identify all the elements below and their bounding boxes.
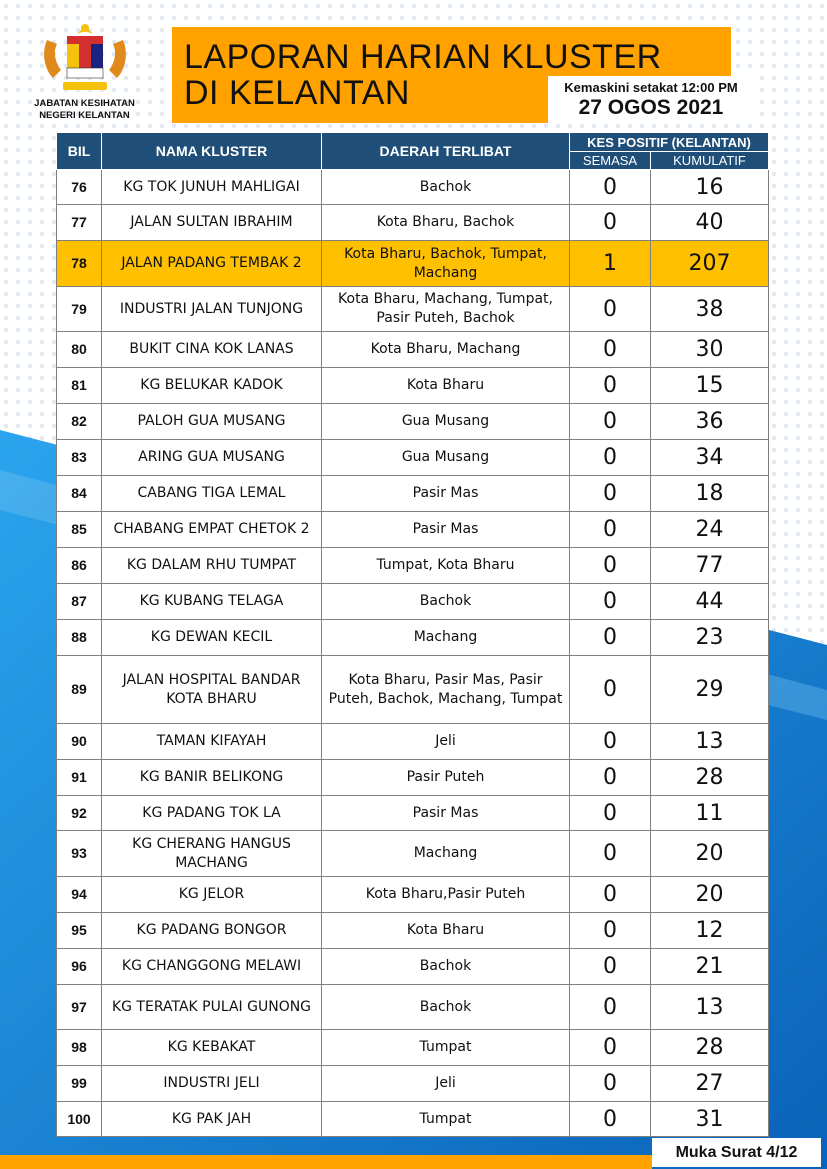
cell-bil: 78 xyxy=(57,241,102,287)
table-row xyxy=(57,724,769,760)
table-row xyxy=(57,205,769,241)
cell-kumulatif: 36 xyxy=(651,404,769,440)
cell-nama-kluster: KG PAK JAH xyxy=(102,1102,322,1137)
table-row xyxy=(57,796,769,831)
cell-bil: 76 xyxy=(57,170,102,205)
table-row xyxy=(57,476,769,512)
col-header-bil: BIL xyxy=(57,133,102,170)
cell-kumulatif: 34 xyxy=(651,440,769,476)
cell-semasa: 0 xyxy=(570,1066,651,1102)
cell-bil: 87 xyxy=(57,584,102,620)
table-row xyxy=(57,368,769,404)
col-header-kumulatif: KUMULATIF xyxy=(651,152,769,170)
table-row xyxy=(57,985,769,1030)
cell-daerah: Tumpat xyxy=(322,1030,570,1066)
cell-daerah: Kota Bharu xyxy=(322,913,570,949)
cell-nama-kluster: KG TERATAK PULAI GUNONG xyxy=(102,985,322,1030)
cell-nama-kluster: KG BELUKAR KADOK xyxy=(102,368,322,404)
cell-semasa: 0 xyxy=(570,1102,651,1137)
table-row xyxy=(57,831,769,877)
table-row xyxy=(57,1030,769,1066)
cell-semasa: 0 xyxy=(570,404,651,440)
table-row xyxy=(57,241,769,287)
cell-nama-kluster: KG KUBANG TELAGA xyxy=(102,584,322,620)
cell-kumulatif: 77 xyxy=(651,548,769,584)
cell-daerah: Bachok xyxy=(322,985,570,1030)
title-line-1: LAPORAN HARIAN KLUSTER xyxy=(184,38,662,76)
cell-bil: 85 xyxy=(57,512,102,548)
cell-daerah: Bachok xyxy=(322,949,570,985)
cell-kumulatif: 44 xyxy=(651,584,769,620)
cell-nama-kluster: KG DEWAN KECIL xyxy=(102,620,322,656)
table-row xyxy=(57,584,769,620)
col-header-kes-positif: KES POSITIF (KELANTAN) xyxy=(570,133,769,152)
table-row xyxy=(57,512,769,548)
cell-nama-kluster: KG TOK JUNUH MAHLIGAI xyxy=(102,170,322,205)
cluster-table xyxy=(56,132,769,1137)
cell-bil: 80 xyxy=(57,332,102,368)
cell-daerah: Kota Bharu, Machang xyxy=(322,332,570,368)
cell-semasa: 0 xyxy=(570,170,651,205)
cell-daerah: Kota Bharu, Pasir Mas, Pasir Puteh, Bachok, Machang, Tumpat xyxy=(322,656,570,724)
cell-nama-kluster: KG JELOR xyxy=(102,877,322,913)
cell-kumulatif: 40 xyxy=(651,205,769,241)
cell-kumulatif: 28 xyxy=(651,760,769,796)
cell-semasa: 0 xyxy=(570,913,651,949)
cell-daerah: Tumpat xyxy=(322,1102,570,1137)
table-row xyxy=(57,404,769,440)
cell-nama-kluster: KG KEBAKAT xyxy=(102,1030,322,1066)
cell-semasa: 0 xyxy=(570,760,651,796)
cell-bil: 86 xyxy=(57,548,102,584)
cell-semasa: 0 xyxy=(570,476,651,512)
col-header-daerah: DAERAH TERLIBAT xyxy=(322,133,570,170)
cell-kumulatif: 20 xyxy=(651,831,769,877)
table-row xyxy=(57,170,769,205)
cell-kumulatif: 11 xyxy=(651,796,769,831)
cell-bil: 81 xyxy=(57,368,102,404)
cell-kumulatif: 24 xyxy=(651,512,769,548)
cell-bil: 100 xyxy=(57,1102,102,1137)
coat-of-arms-logo xyxy=(22,20,147,130)
col-header-semasa: SEMASA xyxy=(570,152,651,170)
table-row xyxy=(57,548,769,584)
cell-bil: 84 xyxy=(57,476,102,512)
cell-bil: 89 xyxy=(57,656,102,724)
coat-of-arms-icon xyxy=(37,20,133,96)
cell-daerah: Pasir Mas xyxy=(322,476,570,512)
cell-daerah: Jeli xyxy=(322,724,570,760)
cell-daerah: Kota Bharu, Machang, Tumpat, Pasir Puteh, Bachok xyxy=(322,287,570,332)
cell-bil: 94 xyxy=(57,877,102,913)
cell-kumulatif: 18 xyxy=(651,476,769,512)
cell-semasa: 0 xyxy=(570,656,651,724)
cell-nama-kluster: JALAN HOSPITAL BANDAR KOTA BHARU xyxy=(102,656,322,724)
table-row xyxy=(57,332,769,368)
cell-daerah: Kota Bharu, Bachok xyxy=(322,205,570,241)
cell-daerah: Machang xyxy=(322,831,570,877)
cell-daerah: Gua Musang xyxy=(322,404,570,440)
cell-semasa: 0 xyxy=(570,368,651,404)
cell-daerah: Kota Bharu xyxy=(322,368,570,404)
cell-kumulatif: 31 xyxy=(651,1102,769,1137)
table-row xyxy=(57,656,769,724)
cell-kumulatif: 13 xyxy=(651,724,769,760)
cell-daerah: Kota Bharu, Bachok, Tumpat, Machang xyxy=(322,241,570,287)
agency-line-2: NEGERI KELANTAN xyxy=(39,110,130,121)
table-row xyxy=(57,760,769,796)
table-row xyxy=(57,287,769,332)
cell-kumulatif: 207 xyxy=(651,241,769,287)
cell-kumulatif: 30 xyxy=(651,332,769,368)
cell-semasa: 0 xyxy=(570,440,651,476)
cell-semasa: 0 xyxy=(570,548,651,584)
cell-daerah: Kota Bharu,Pasir Puteh xyxy=(322,877,570,913)
cell-semasa: 1 xyxy=(570,241,651,287)
cell-kumulatif: 29 xyxy=(651,656,769,724)
cell-kumulatif: 27 xyxy=(651,1066,769,1102)
cell-bil: 98 xyxy=(57,1030,102,1066)
cell-bil: 99 xyxy=(57,1066,102,1102)
cell-nama-kluster: CHABANG EMPAT CHETOK 2 xyxy=(102,512,322,548)
cell-nama-kluster: CABANG TIGA LEMAL xyxy=(102,476,322,512)
cell-daerah: Machang xyxy=(322,620,570,656)
footer-stripe xyxy=(0,1155,652,1169)
cell-bil: 79 xyxy=(57,287,102,332)
cell-daerah: Bachok xyxy=(322,584,570,620)
cell-bil: 93 xyxy=(57,831,102,877)
cell-bil: 97 xyxy=(57,985,102,1030)
cell-kumulatif: 15 xyxy=(651,368,769,404)
update-date: 27 OGOS 2021 xyxy=(578,96,724,119)
cell-nama-kluster: ARING GUA MUSANG xyxy=(102,440,322,476)
cell-kumulatif: 13 xyxy=(651,985,769,1030)
cell-semasa: 0 xyxy=(570,796,651,831)
cell-bil: 82 xyxy=(57,404,102,440)
cell-kumulatif: 38 xyxy=(651,287,769,332)
cell-daerah: Pasir Mas xyxy=(322,796,570,831)
update-label: Kemaskini setakat 12:00 PM xyxy=(564,80,738,95)
cell-kumulatif: 16 xyxy=(651,170,769,205)
cell-semasa: 0 xyxy=(570,1030,651,1066)
cell-semasa: 0 xyxy=(570,877,651,913)
cell-kumulatif: 12 xyxy=(651,913,769,949)
cell-semasa: 0 xyxy=(570,287,651,332)
cell-nama-kluster: JALAN PADANG TEMBAK 2 xyxy=(102,241,322,287)
cell-daerah: Tumpat, Kota Bharu xyxy=(322,548,570,584)
cell-nama-kluster: KG CHERANG HANGUS MACHANG xyxy=(102,831,322,877)
cell-semasa: 0 xyxy=(570,512,651,548)
table-row xyxy=(57,620,769,656)
cell-nama-kluster: KG PADANG TOK LA xyxy=(102,796,322,831)
cell-daerah: Gua Musang xyxy=(322,440,570,476)
cell-nama-kluster: INDUSTRI JALAN TUNJONG xyxy=(102,287,322,332)
cell-nama-kluster: JALAN SULTAN IBRAHIM xyxy=(102,205,322,241)
cell-bil: 95 xyxy=(57,913,102,949)
cell-bil: 91 xyxy=(57,760,102,796)
cell-semasa: 0 xyxy=(570,584,651,620)
agency-line-1: JABATAN KESIHATAN xyxy=(34,98,135,109)
cell-daerah: Bachok xyxy=(322,170,570,205)
cell-semasa: 0 xyxy=(570,332,651,368)
cell-kumulatif: 28 xyxy=(651,1030,769,1066)
cell-daerah: Pasir Puteh xyxy=(322,760,570,796)
cell-bil: 96 xyxy=(57,949,102,985)
cell-kumulatif: 23 xyxy=(651,620,769,656)
cell-semasa: 0 xyxy=(570,949,651,985)
cell-semasa: 0 xyxy=(570,620,651,656)
table-row xyxy=(57,877,769,913)
table-row xyxy=(57,1066,769,1102)
cell-nama-kluster: INDUSTRI JELI xyxy=(102,1066,322,1102)
cell-bil: 77 xyxy=(57,205,102,241)
cell-nama-kluster: PALOH GUA MUSANG xyxy=(102,404,322,440)
cell-bil: 92 xyxy=(57,796,102,831)
cell-daerah: Pasir Mas xyxy=(322,512,570,548)
cell-semasa: 0 xyxy=(570,985,651,1030)
cell-bil: 83 xyxy=(57,440,102,476)
cell-nama-kluster: KG DALAM RHU TUMPAT xyxy=(102,548,322,584)
cell-semasa: 0 xyxy=(570,205,651,241)
cell-nama-kluster: KG CHANGGONG MELAWI xyxy=(102,949,322,985)
cell-nama-kluster: KG PADANG BONGOR xyxy=(102,913,322,949)
cell-nama-kluster: KG BANIR BELIKONG xyxy=(102,760,322,796)
cell-nama-kluster: TAMAN KIFAYAH xyxy=(102,724,322,760)
cell-semasa: 0 xyxy=(570,724,651,760)
cell-daerah: Jeli xyxy=(322,1066,570,1102)
title-line-2: DI KELANTAN xyxy=(184,74,410,112)
cell-kumulatif: 20 xyxy=(651,877,769,913)
table-row xyxy=(57,1102,769,1137)
page-number: Muka Surat 4/12 xyxy=(652,1138,821,1167)
cell-bil: 88 xyxy=(57,620,102,656)
col-header-nama: NAMA KLUSTER xyxy=(102,133,322,170)
table-row xyxy=(57,440,769,476)
table-body xyxy=(57,170,769,1137)
cell-semasa: 0 xyxy=(570,831,651,877)
table-row xyxy=(57,949,769,985)
table-row xyxy=(57,913,769,949)
agency-name xyxy=(22,98,147,122)
cell-kumulatif: 21 xyxy=(651,949,769,985)
cell-bil: 90 xyxy=(57,724,102,760)
cell-nama-kluster: BUKIT CINA KOK LANAS xyxy=(102,332,322,368)
update-info xyxy=(548,76,754,123)
